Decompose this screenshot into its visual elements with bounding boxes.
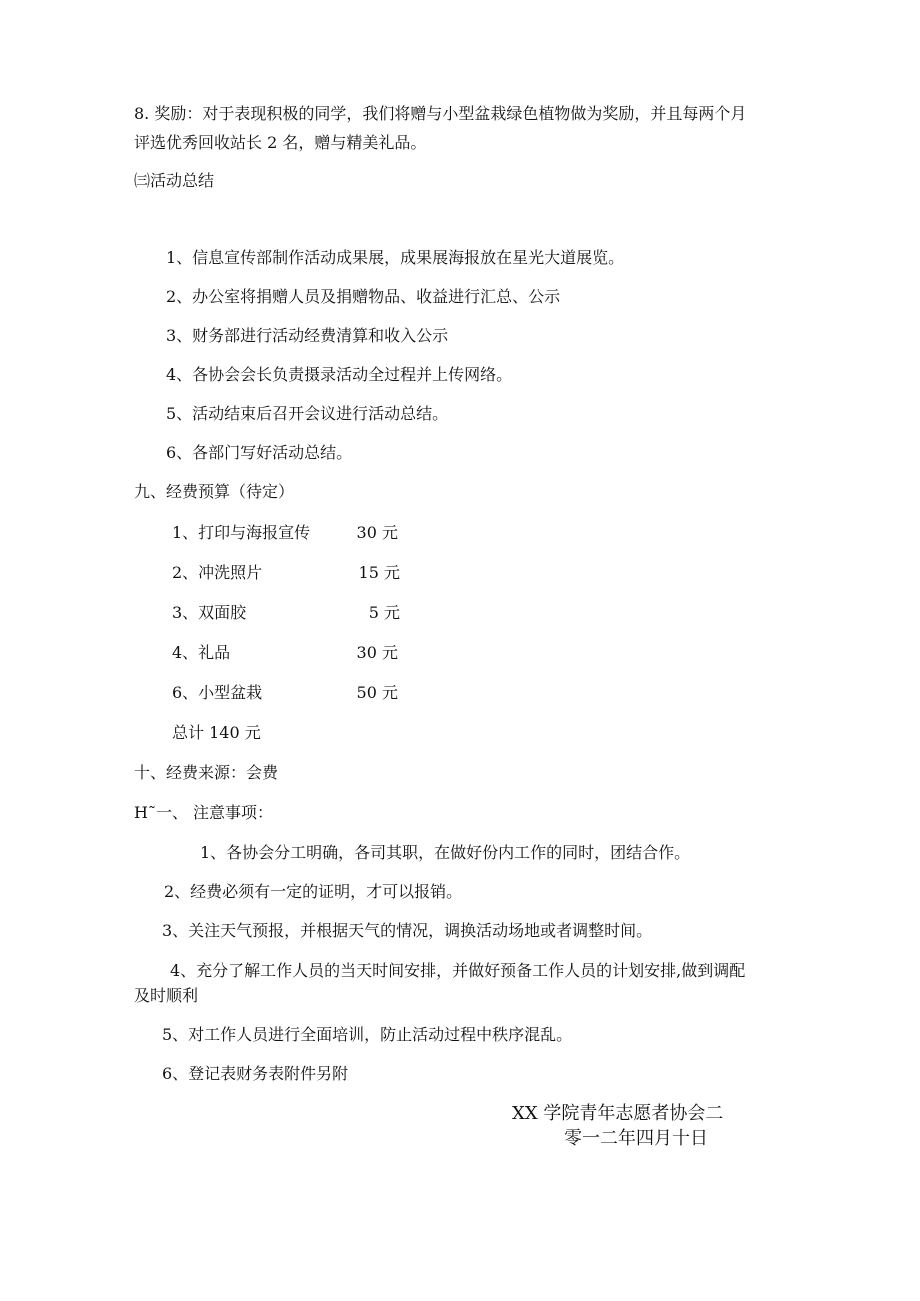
budget-item-name: 1、打印与海报宣传 xyxy=(172,523,311,542)
summary-item-5: 5、活动结束后召开会议进行活动总结。 xyxy=(166,404,449,423)
budget-item-name: 3、双面胶 xyxy=(172,603,247,622)
summary-item-6: 6、各部门写好活动总结。 xyxy=(166,443,353,462)
budget-item-name: 6、小型盆栽 xyxy=(172,683,263,702)
notes-item-2: 2、经费必须有一定的证明，才可以报销。 xyxy=(164,882,463,901)
notes-item-5: 5、对工作人员进行全面培训，防止活动过程中秩序混乱。 xyxy=(162,1025,573,1044)
budget-heading: 九、经费预算（待定） xyxy=(134,482,295,501)
notes-item-4-cont: 及时顺利 xyxy=(134,986,199,1005)
summary-item-1: 1、信息宣传部制作活动成果展，成果展海报放在星光大道展览。 xyxy=(166,248,625,267)
signature-date: 零一二年四月十日 xyxy=(564,1128,708,1149)
budget-item-amount: 50 元 xyxy=(356,683,398,702)
budget-item-amount: 15 元 xyxy=(358,563,400,582)
summary-item-3: 3、财务部进行活动经费清算和收入公示 xyxy=(166,326,449,345)
notes-item-1: 1、各协会分工明确，各司其职，在做好份内工作的同时，团结合作。 xyxy=(200,843,691,862)
summary-heading: ㈢活动总结 xyxy=(134,171,215,190)
notes-heading: H˜一、 注意事项： xyxy=(134,803,274,822)
notes-item-4: 4、充分了解工作人员的当天时间安排，并做好预备工作人员的计划安排,做到调配 xyxy=(170,961,746,980)
budget-item-amount: 5 元 xyxy=(368,603,400,622)
notes-item-3: 3、关注天气预报，并根据天气的情况，调换活动场地或者调整时间。 xyxy=(162,921,653,940)
summary-item-4: 4、各协会会长负责摄录活动全过程并上传网络。 xyxy=(166,365,513,384)
notes-item-6: 6、登记表财务表附件另附 xyxy=(162,1064,349,1083)
reward-line-2: 评选优秀回收站长 2 名，赠与精美礼品。 xyxy=(134,133,427,152)
summary-item-2: 2、办公室将捐赠人员及捐赠物品、收益进行汇总、公示 xyxy=(166,287,561,306)
budget-total: 总计 140 元 xyxy=(172,723,261,742)
funding-heading: 十、经费来源：会费 xyxy=(134,763,279,782)
reward-line-1: 8. 奖励：对于表现积极的同学，我们将赠与小型盆栽绿色植物做为奖励，并且每两个月 xyxy=(134,104,747,123)
signature-org: XX 学院青年志愿者协会二 xyxy=(512,1103,724,1124)
budget-item-amount: 30 元 xyxy=(356,643,398,662)
budget-item-name: 4、礼品 xyxy=(172,643,231,662)
budget-item-amount: 30 元 xyxy=(356,523,398,542)
budget-item-name: 2、冲洗照片 xyxy=(172,563,263,582)
